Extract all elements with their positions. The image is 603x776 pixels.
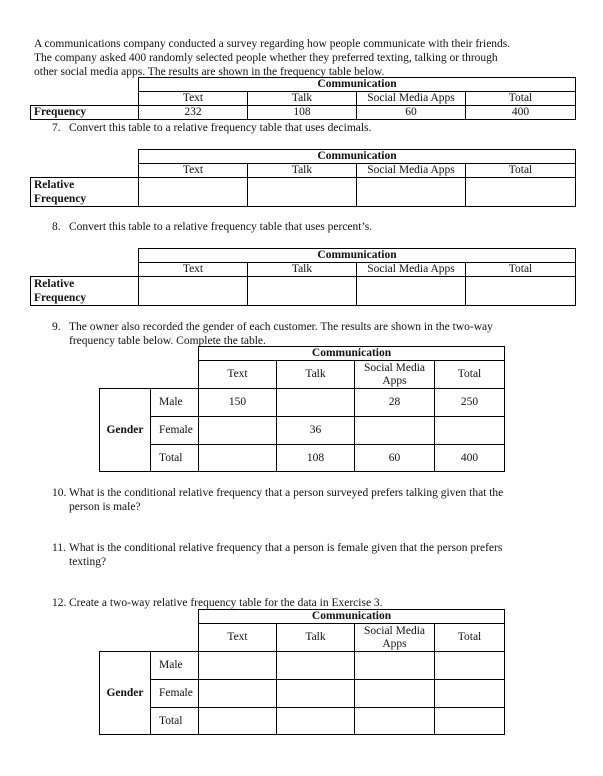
- q9-table-header: Communication: [199, 347, 505, 361]
- freq-value-talk: 108: [248, 106, 357, 120]
- q7-col-total: Total: [466, 164, 576, 178]
- q9-two-way-table: [99, 346, 505, 472]
- q9-col-total: Total: [435, 361, 505, 389]
- q9-col-text: Text: [199, 361, 277, 389]
- q12-female-text[interactable]: [199, 680, 277, 708]
- freq-col-text: Text: [139, 92, 248, 106]
- q12-male-talk[interactable]: [277, 652, 355, 680]
- frequency-table: [30, 77, 576, 120]
- q7-relative-decimal-table: [30, 149, 576, 207]
- q7-col-talk: Talk: [248, 164, 357, 178]
- q12-row-male: Male: [151, 652, 199, 680]
- q9-male-total: 250: [435, 389, 505, 417]
- q12-row-female: Female: [151, 680, 199, 708]
- q8-text: Convert this table to a relative frequency table that uses percent’s.: [69, 221, 373, 233]
- q12-gender-label: Gender: [100, 652, 151, 735]
- freq-value-total: 400: [466, 106, 576, 120]
- q9-female-social[interactable]: [355, 417, 435, 445]
- q9-total-social: 60: [355, 445, 435, 472]
- freq-value-social: 60: [357, 106, 466, 120]
- q7-table-header: Communication: [139, 150, 576, 164]
- q8-col-text: Text: [139, 263, 248, 277]
- q9-male-social: 28: [355, 389, 435, 417]
- q8-relative-percent-table: [30, 248, 576, 306]
- q7-col-text: Text: [139, 164, 248, 178]
- q7-answer-text[interactable]: [139, 178, 248, 207]
- question-7: [52, 121, 372, 135]
- q8-answer-text[interactable]: [139, 277, 248, 306]
- q8-answer-total[interactable]: [466, 277, 576, 306]
- question-9: [52, 320, 493, 347]
- q9-row-female: Female: [151, 417, 199, 445]
- q9-total-talk: 108: [277, 445, 355, 472]
- intro-line-2: The company asked 400 randomly selected people whether they preferred texting, talking or through: [34, 52, 498, 64]
- q12-female-social[interactable]: [355, 680, 435, 708]
- q8-col-total: Total: [466, 263, 576, 277]
- question-12: [52, 596, 383, 610]
- freq-col-talk: Talk: [248, 92, 357, 106]
- intro-line-3: other social media apps. The results are shown in the frequency table below.: [34, 66, 385, 78]
- q8-table-header: Communication: [139, 249, 576, 263]
- q8-answer-talk[interactable]: [248, 277, 357, 306]
- q12-table-header: Communication: [199, 610, 505, 624]
- q7-answer-total[interactable]: [466, 178, 576, 207]
- intro-paragraph: [34, 37, 510, 79]
- q9-total-total: 400: [435, 445, 505, 472]
- q9-line-2: frequency table below. Complete the table.: [69, 335, 266, 347]
- q11-number: 11.: [52, 542, 66, 554]
- q9-female-total[interactable]: [435, 417, 505, 445]
- q12-total-talk[interactable]: [277, 708, 355, 735]
- q12-number: 12.: [52, 597, 67, 609]
- q7-answer-social[interactable]: [357, 178, 466, 207]
- q12-male-social[interactable]: [355, 652, 435, 680]
- q9-line-1: The owner also recorded the gender of each customer. The results are shown in the two-way: [69, 321, 493, 333]
- q12-col-total: Total: [435, 624, 505, 652]
- q9-row-total: Total: [151, 445, 199, 472]
- q9-female-text[interactable]: [199, 417, 277, 445]
- q9-col-social: Social Media Apps: [355, 361, 435, 389]
- q7-col-social: Social Media Apps: [357, 164, 466, 178]
- q9-male-text: 150: [199, 389, 277, 417]
- q7-text: Convert this table to a relative frequency table that uses decimals.: [69, 122, 372, 134]
- q8-col-social: Social Media Apps: [357, 263, 466, 277]
- freq-col-total: Total: [466, 92, 576, 106]
- q8-answer-social[interactable]: [357, 277, 466, 306]
- q11-line-2: texting?: [69, 556, 107, 568]
- q12-col-talk: Talk: [277, 624, 355, 652]
- q9-male-talk[interactable]: [277, 389, 355, 417]
- freq-col-social: Social Media Apps: [357, 92, 466, 106]
- q12-row-total: Total: [151, 708, 199, 735]
- q11-line-1: What is the conditional relative frequency that a person is female given that the person prefers: [69, 542, 503, 554]
- question-10: [52, 486, 504, 513]
- q7-answer-talk[interactable]: [248, 178, 357, 207]
- q9-row-male: Male: [151, 389, 199, 417]
- freq-table-header: Communication: [139, 78, 576, 92]
- q8-row-label-2: Frequency: [34, 292, 87, 304]
- q12-col-social: Social Media Apps: [355, 624, 435, 652]
- q9-number: 9.: [52, 321, 61, 333]
- q9-col-talk: Talk: [277, 361, 355, 389]
- q8-row-label: [31, 277, 139, 306]
- intro-line-1: A communications company conducted a survey regarding how people communicate with their friends.: [34, 38, 511, 50]
- q10-line-2: person is male?: [69, 501, 141, 513]
- q9-gender-label: Gender: [100, 389, 151, 472]
- q12-total-total[interactable]: [435, 708, 505, 735]
- q12-male-text[interactable]: [199, 652, 277, 680]
- q12-total-text[interactable]: [199, 708, 277, 735]
- freq-row-label: Frequency: [31, 106, 139, 120]
- q12-col-text: Text: [199, 624, 277, 652]
- q7-row-label-2: Frequency: [34, 193, 87, 205]
- q10-line-1: What is the conditional relative frequency that a person surveyed prefers talking given that the: [69, 487, 504, 499]
- q9-total-text[interactable]: [199, 445, 277, 472]
- q7-row-label-1: Relative: [34, 179, 75, 191]
- q12-two-way-relative-table: [99, 609, 505, 735]
- q8-col-talk: Talk: [248, 263, 357, 277]
- q7-row-label: [31, 178, 139, 207]
- question-8: [52, 220, 373, 234]
- q7-number: 7.: [52, 122, 61, 134]
- q12-female-talk[interactable]: [277, 680, 355, 708]
- q12-male-total[interactable]: [435, 652, 505, 680]
- q8-row-label-1: Relative: [34, 278, 75, 290]
- freq-value-text: 232: [139, 106, 248, 120]
- q10-number: 10.: [52, 487, 67, 499]
- q12-text: Create a two-way relative frequency table for the data in Exercise 3.: [69, 597, 383, 609]
- q8-number: 8.: [52, 221, 61, 233]
- q9-female-talk: 36: [277, 417, 355, 445]
- q12-total-social[interactable]: [355, 708, 435, 735]
- question-11: [52, 541, 503, 568]
- q12-female-total[interactable]: [435, 680, 505, 708]
